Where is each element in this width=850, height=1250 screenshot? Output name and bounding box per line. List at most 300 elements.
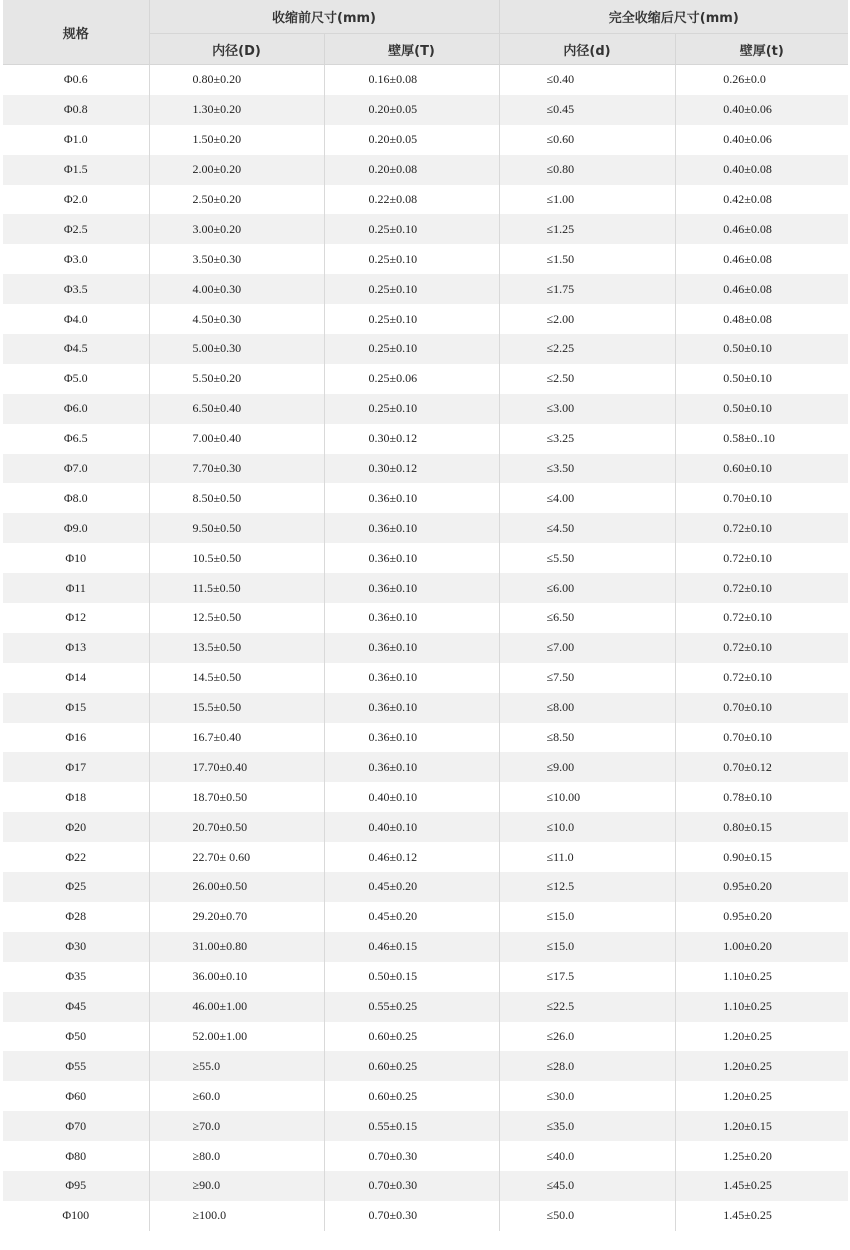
cell-after-wall-thickness (675, 244, 848, 274)
table-row (3, 185, 848, 215)
cell-spec: Φ17 (3, 752, 149, 782)
cell-value: 5.00±0.30 (192, 341, 242, 356)
cell-before-inner-diameter (149, 932, 324, 962)
cell-after-wall-thickness (675, 304, 848, 334)
cell-before-inner-diameter (149, 603, 324, 633)
table-row (3, 902, 848, 932)
cell-value: 0.42±0.08 (723, 192, 772, 206)
cell-value: 0.72±0.10 (723, 550, 772, 565)
cell-value: ≤2.00 (546, 311, 575, 326)
cell-after-wall-thickness (675, 932, 848, 962)
table-row (3, 394, 848, 424)
cell-before-inner-diameter (149, 1022, 324, 1052)
cell-value: 0.36±0.10 (368, 490, 418, 505)
cell-before-inner-diameter (149, 663, 324, 693)
cell-spec: Φ9.0 (3, 513, 149, 543)
cell-value: 0.40±0.10 (368, 819, 418, 834)
cell-value: ≤35.0 (546, 1118, 575, 1133)
cell-value: ≤11.0 (546, 849, 574, 864)
cell-after-inner-diameter (499, 663, 675, 693)
cell-value: ≤2.50 (546, 371, 575, 386)
cell-value: 9.50±0.50 (192, 520, 242, 535)
table-body (3, 65, 848, 1231)
cell-after-wall-thickness (675, 1141, 848, 1171)
cell-after-inner-diameter (499, 125, 675, 155)
cell-after-inner-diameter (499, 65, 675, 95)
cell-value: 4.50±0.30 (192, 311, 242, 326)
cell-value: ≤3.25 (546, 431, 575, 446)
cell-before-wall-thickness (324, 513, 499, 543)
cell-spec: Φ3.5 (3, 274, 149, 304)
cell-spec: Φ16 (3, 723, 149, 753)
cell-value: 0.25±0.06 (368, 371, 418, 386)
cell-value: 0.40±0.10 (368, 789, 418, 804)
cell-before-wall-thickness (324, 992, 499, 1022)
cell-spec: Φ0.6 (3, 65, 149, 95)
cell-after-inner-diameter (499, 872, 675, 902)
cell-spec: Φ55 (3, 1051, 149, 1081)
cell-value: ≤10.0 (546, 819, 575, 834)
cell-value: 11.5±0.50 (192, 580, 241, 595)
cell-before-wall-thickness (324, 752, 499, 782)
cell-before-inner-diameter (149, 65, 324, 95)
cell-after-wall-thickness (675, 424, 848, 454)
cell-value: ≤6.50 (546, 610, 575, 625)
table-row (3, 872, 848, 902)
cell-value: ≤2.25 (546, 341, 575, 356)
table-row (3, 782, 848, 812)
cell-before-inner-diameter (149, 304, 324, 334)
cell-before-inner-diameter (149, 842, 324, 872)
cell-spec: Φ5.0 (3, 364, 149, 394)
cell-after-inner-diameter (499, 992, 675, 1022)
cell-after-wall-thickness (675, 334, 848, 364)
cell-after-inner-diameter (499, 1051, 675, 1081)
cell-value: 7.70±0.30 (192, 461, 242, 476)
cell-before-inner-diameter (149, 1051, 324, 1081)
cell-value: ≤28.0 (546, 1058, 575, 1073)
cell-value: 0.60±0.10 (723, 461, 772, 476)
cell-value: 0.60±0.25 (368, 1088, 418, 1103)
header-before-inner-diameter: 内径(D) (149, 34, 324, 65)
cell-spec: Φ2.0 (3, 185, 149, 215)
cell-value: ≤9.00 (546, 759, 575, 774)
cell-value: 22.70± 0.60 (192, 849, 251, 864)
table-row (3, 454, 848, 484)
cell-before-inner-diameter (149, 1201, 324, 1231)
cell-before-wall-thickness (324, 1141, 499, 1171)
cell-after-inner-diameter (499, 1171, 675, 1201)
cell-after-inner-diameter (499, 1111, 675, 1141)
cell-after-wall-thickness (675, 513, 848, 543)
cell-value: ≤8.00 (546, 700, 575, 715)
cell-before-wall-thickness (324, 1201, 499, 1231)
cell-value: ≤1.75 (546, 281, 575, 296)
cell-value: 0.72±0.10 (723, 670, 772, 685)
cell-after-inner-diameter (499, 424, 675, 454)
cell-after-inner-diameter (499, 394, 675, 424)
table-row (3, 364, 848, 394)
cell-value: 0.36±0.10 (368, 700, 418, 715)
cell-before-wall-thickness (324, 1022, 499, 1052)
cell-after-inner-diameter (499, 693, 675, 723)
cell-before-wall-thickness (324, 603, 499, 633)
cell-value: 1.20±0.25 (723, 1058, 772, 1073)
table-row (3, 842, 848, 872)
cell-spec: Φ95 (3, 1171, 149, 1201)
cell-value: ≤50.0 (546, 1208, 575, 1223)
cell-value: ≥80.0 (192, 1148, 221, 1163)
cell-value: 0.36±0.10 (368, 640, 418, 655)
cell-after-wall-thickness (675, 1111, 848, 1141)
cell-value: 0.80±0.20 (192, 72, 242, 87)
cell-value: 17.70±0.40 (192, 759, 248, 774)
cell-value: 0.80±0.15 (723, 819, 772, 834)
table-row (3, 1111, 848, 1141)
cell-value: 36.00±0.10 (192, 969, 248, 984)
cell-value: 1.45±0.25 (723, 1178, 772, 1193)
cell-after-wall-thickness (675, 962, 848, 992)
cell-before-inner-diameter (149, 1081, 324, 1111)
cell-value: 0.16±0.08 (368, 72, 418, 87)
cell-before-inner-diameter (149, 752, 324, 782)
cell-after-wall-thickness (675, 603, 848, 633)
cell-value: 0.22±0.08 (368, 192, 418, 206)
cell-after-wall-thickness (675, 902, 848, 932)
cell-value: 18.70±0.50 (192, 789, 248, 804)
cell-spec: Φ8.0 (3, 483, 149, 513)
cell-value: 0.46±0.08 (723, 251, 772, 266)
cell-after-inner-diameter (499, 842, 675, 872)
cell-before-wall-thickness (324, 1111, 499, 1141)
cell-after-wall-thickness (675, 723, 848, 753)
cell-spec: Φ4.5 (3, 334, 149, 364)
cell-value: ≤0.80 (546, 162, 575, 177)
cell-before-inner-diameter (149, 633, 324, 663)
cell-before-wall-thickness (324, 185, 499, 215)
cell-before-wall-thickness (324, 1171, 499, 1201)
cell-after-inner-diameter (499, 603, 675, 633)
cell-value: 0.26±0.0 (723, 72, 766, 87)
cell-value: 52.00±1.00 (192, 1028, 248, 1043)
cell-after-wall-thickness (675, 1022, 848, 1052)
cell-after-wall-thickness (675, 1081, 848, 1111)
table-row (3, 244, 848, 274)
cell-value: 0.25±0.10 (368, 311, 418, 326)
cell-spec: Φ45 (3, 992, 149, 1022)
cell-before-wall-thickness (324, 932, 499, 962)
table-row (3, 1081, 848, 1111)
cell-value: ≤7.50 (546, 670, 575, 685)
table-row (3, 424, 848, 454)
cell-before-wall-thickness (324, 454, 499, 484)
cell-value: 14.5±0.50 (192, 670, 242, 685)
cell-value: 0.46±0.15 (368, 939, 418, 954)
cell-value: 0.50±0.10 (723, 371, 772, 386)
cell-value: ≥90.0 (192, 1178, 221, 1193)
cell-before-wall-thickness (324, 663, 499, 693)
cell-value: 0.36±0.10 (368, 759, 418, 774)
cell-after-inner-diameter (499, 454, 675, 484)
cell-after-inner-diameter (499, 723, 675, 753)
cell-value: 0.72±0.10 (723, 580, 772, 595)
cell-after-inner-diameter (499, 1022, 675, 1052)
cell-after-wall-thickness (675, 155, 848, 185)
cell-before-wall-thickness (324, 573, 499, 603)
cell-before-wall-thickness (324, 364, 499, 394)
cell-value: ≤4.00 (546, 490, 575, 505)
cell-value: 0.40±0.06 (723, 102, 772, 117)
cell-after-wall-thickness (675, 872, 848, 902)
cell-after-inner-diameter (499, 244, 675, 274)
cell-value: ≥55.0 (192, 1058, 221, 1073)
cell-value: ≤15.0 (546, 939, 575, 954)
cell-after-wall-thickness (675, 812, 848, 842)
cell-value: 0.50±0.15 (368, 969, 418, 984)
cell-value: 0.55±0.25 (368, 999, 418, 1014)
cell-after-wall-thickness (675, 214, 848, 244)
cell-after-wall-thickness (675, 65, 848, 95)
cell-after-wall-thickness (675, 693, 848, 723)
cell-after-wall-thickness (675, 1201, 848, 1231)
cell-after-inner-diameter (499, 633, 675, 663)
cell-after-inner-diameter (499, 812, 675, 842)
cell-before-wall-thickness (324, 812, 499, 842)
cell-before-inner-diameter (149, 573, 324, 603)
cell-value: 1.00±0.20 (723, 939, 772, 954)
cell-before-inner-diameter (149, 902, 324, 932)
cell-value: 0.70±0.30 (368, 1208, 418, 1223)
cell-value: 46.00±1.00 (192, 999, 248, 1014)
cell-before-inner-diameter (149, 334, 324, 364)
cell-after-inner-diameter (499, 185, 675, 215)
cell-value: ≤1.50 (546, 251, 575, 266)
cell-after-wall-thickness (675, 782, 848, 812)
cell-value: 0.55±0.15 (368, 1118, 418, 1133)
cell-before-inner-diameter (149, 812, 324, 842)
cell-value: ≤45.0 (546, 1178, 575, 1193)
table-row (3, 334, 848, 364)
cell-before-inner-diameter (149, 543, 324, 573)
cell-value: 12.5±0.50 (192, 610, 242, 625)
cell-before-inner-diameter (149, 1141, 324, 1171)
cell-value: 0.20±0.08 (368, 162, 418, 177)
cell-value: ≤12.5 (546, 879, 575, 894)
cell-after-wall-thickness (675, 543, 848, 573)
cell-value: ≤40.0 (546, 1148, 575, 1163)
table-row (3, 992, 848, 1022)
table-row (3, 1171, 848, 1201)
cell-after-inner-diameter (499, 932, 675, 962)
cell-value: 0.25±0.10 (368, 401, 418, 416)
cell-before-wall-thickness (324, 872, 499, 902)
table-row (3, 1022, 848, 1052)
cell-value: ≤22.5 (546, 999, 575, 1014)
cell-before-wall-thickness (324, 394, 499, 424)
cell-value: 0.36±0.10 (368, 670, 418, 685)
cell-value: 26.00±0.50 (192, 879, 248, 894)
cell-before-inner-diameter (149, 454, 324, 484)
cell-value: 0.78±0.10 (723, 789, 772, 804)
table-row (3, 274, 848, 304)
table-row (3, 1141, 848, 1171)
cell-after-inner-diameter (499, 1141, 675, 1171)
cell-spec: Φ3.0 (3, 244, 149, 274)
header-spec: 规格 (3, 0, 149, 65)
cell-value: 2.00±0.20 (192, 162, 242, 177)
cell-spec: Φ1.0 (3, 125, 149, 155)
cell-spec: Φ4.0 (3, 304, 149, 334)
table-row (3, 932, 848, 962)
cell-value: ≤26.0 (546, 1028, 575, 1043)
header-after-shrink: 完全收缩后尺寸(mm) (499, 0, 848, 34)
cell-before-inner-diameter (149, 424, 324, 454)
cell-spec: Φ60 (3, 1081, 149, 1111)
cell-after-inner-diameter (499, 782, 675, 812)
cell-value: 0.40±0.08 (723, 162, 772, 177)
cell-value: 0.70±0.30 (368, 1148, 418, 1163)
cell-after-wall-thickness (675, 1051, 848, 1081)
cell-value: 0.40±0.06 (723, 132, 772, 147)
table-row (3, 573, 848, 603)
cell-value: 0.25±0.10 (368, 341, 418, 356)
cell-after-wall-thickness (675, 394, 848, 424)
table-row (3, 1051, 848, 1081)
cell-value: ≤3.50 (546, 461, 575, 476)
cell-value: 1.20±0.15 (723, 1118, 772, 1133)
cell-after-inner-diameter (499, 902, 675, 932)
cell-value: 1.20±0.25 (723, 1028, 772, 1043)
cell-value: 0.60±0.25 (368, 1028, 418, 1043)
cell-value: 4.00±0.30 (192, 281, 242, 296)
table-row (3, 633, 848, 663)
cell-spec: Φ80 (3, 1141, 149, 1171)
spec-table (3, 0, 848, 1231)
cell-before-inner-diameter (149, 693, 324, 723)
cell-before-wall-thickness (324, 962, 499, 992)
cell-before-wall-thickness (324, 693, 499, 723)
cell-value: 0.36±0.10 (368, 550, 418, 565)
cell-spec: Φ7.0 (3, 454, 149, 484)
cell-before-wall-thickness (324, 244, 499, 274)
cell-value: ≤5.50 (546, 550, 575, 565)
cell-after-wall-thickness (675, 663, 848, 693)
cell-value: ≤15.0 (546, 909, 575, 924)
cell-value: 0.50±0.10 (723, 341, 772, 356)
cell-after-inner-diameter (499, 483, 675, 513)
cell-value: ≤17.5 (546, 969, 575, 984)
cell-after-inner-diameter (499, 155, 675, 185)
cell-value: ≤3.00 (546, 401, 575, 416)
cell-before-inner-diameter (149, 962, 324, 992)
cell-spec: Φ6.0 (3, 394, 149, 424)
table-row (3, 304, 848, 334)
cell-after-inner-diameter (499, 752, 675, 782)
cell-after-inner-diameter (499, 274, 675, 304)
cell-after-wall-thickness (675, 633, 848, 663)
cell-value: ≥60.0 (192, 1088, 221, 1103)
cell-before-inner-diameter (149, 214, 324, 244)
cell-value: 0.20±0.05 (368, 132, 418, 147)
cell-before-inner-diameter (149, 723, 324, 753)
cell-before-wall-thickness (324, 543, 499, 573)
cell-value: 0.70±0.10 (723, 700, 772, 715)
cell-before-wall-thickness (324, 633, 499, 663)
cell-spec: Φ2.5 (3, 214, 149, 244)
cell-value: ≤0.45 (546, 102, 575, 117)
cell-after-inner-diameter (499, 304, 675, 334)
cell-value: 0.46±0.08 (723, 221, 772, 236)
cell-value: ≤1.25 (546, 221, 575, 236)
cell-value: 0.72±0.10 (723, 520, 772, 535)
cell-spec: Φ11 (3, 573, 149, 603)
cell-after-wall-thickness (675, 752, 848, 782)
cell-after-wall-thickness (675, 992, 848, 1022)
cell-value: 0.30±0.12 (368, 431, 418, 446)
cell-value: 0.36±0.10 (368, 580, 418, 595)
cell-before-inner-diameter (149, 782, 324, 812)
cell-spec: Φ12 (3, 603, 149, 633)
cell-spec: Φ22 (3, 842, 149, 872)
cell-value: 0.90±0.15 (723, 849, 772, 864)
cell-spec: Φ0.8 (3, 95, 149, 125)
cell-value: ≤8.50 (546, 730, 575, 745)
cell-before-inner-diameter (149, 155, 324, 185)
table-row (3, 812, 848, 842)
cell-value: 0.36±0.10 (368, 610, 418, 625)
table-row (3, 962, 848, 992)
cell-value: 3.00±0.20 (192, 221, 242, 236)
table-row (3, 693, 848, 723)
cell-spec: Φ35 (3, 962, 149, 992)
header-before-shrink: 收缩前尺寸(mm) (149, 0, 499, 34)
cell-value: 0.36±0.10 (368, 730, 418, 745)
cell-value: 0.25±0.10 (368, 251, 418, 266)
cell-value: 0.50±0.10 (723, 401, 772, 416)
cell-after-wall-thickness (675, 125, 848, 155)
cell-value: 0.45±0.20 (368, 909, 418, 924)
cell-value: 0.72±0.10 (723, 610, 772, 625)
cell-value: 0.25±0.10 (368, 281, 418, 296)
table-row (3, 125, 848, 155)
cell-value: 10.5±0.50 (192, 550, 242, 565)
cell-before-inner-diameter (149, 364, 324, 394)
cell-value: 5.50±0.20 (192, 371, 242, 386)
cell-value: 20.70±0.50 (192, 819, 248, 834)
cell-value: ≤0.40 (546, 72, 575, 87)
cell-spec: Φ28 (3, 902, 149, 932)
cell-before-wall-thickness (324, 902, 499, 932)
cell-value: 0.60±0.25 (368, 1058, 418, 1073)
cell-before-inner-diameter (149, 185, 324, 215)
cell-before-wall-thickness (324, 95, 499, 125)
table-row (3, 483, 848, 513)
cell-value: 0.46±0.12 (368, 849, 418, 864)
cell-value: 2.50±0.20 (192, 192, 242, 206)
cell-after-inner-diameter (499, 334, 675, 364)
cell-before-inner-diameter (149, 394, 324, 424)
cell-value: ≤0.60 (546, 132, 575, 147)
cell-value: ≤6.00 (546, 580, 575, 595)
cell-value: 1.10±0.25 (723, 999, 772, 1014)
cell-spec: Φ100 (3, 1201, 149, 1231)
cell-after-inner-diameter (499, 214, 675, 244)
cell-value: 0.70±0.30 (368, 1178, 418, 1193)
cell-before-inner-diameter (149, 274, 324, 304)
cell-value: 29.20±0.70 (192, 909, 248, 924)
cell-value: 0.70±0.12 (723, 759, 772, 774)
cell-after-inner-diameter (499, 364, 675, 394)
